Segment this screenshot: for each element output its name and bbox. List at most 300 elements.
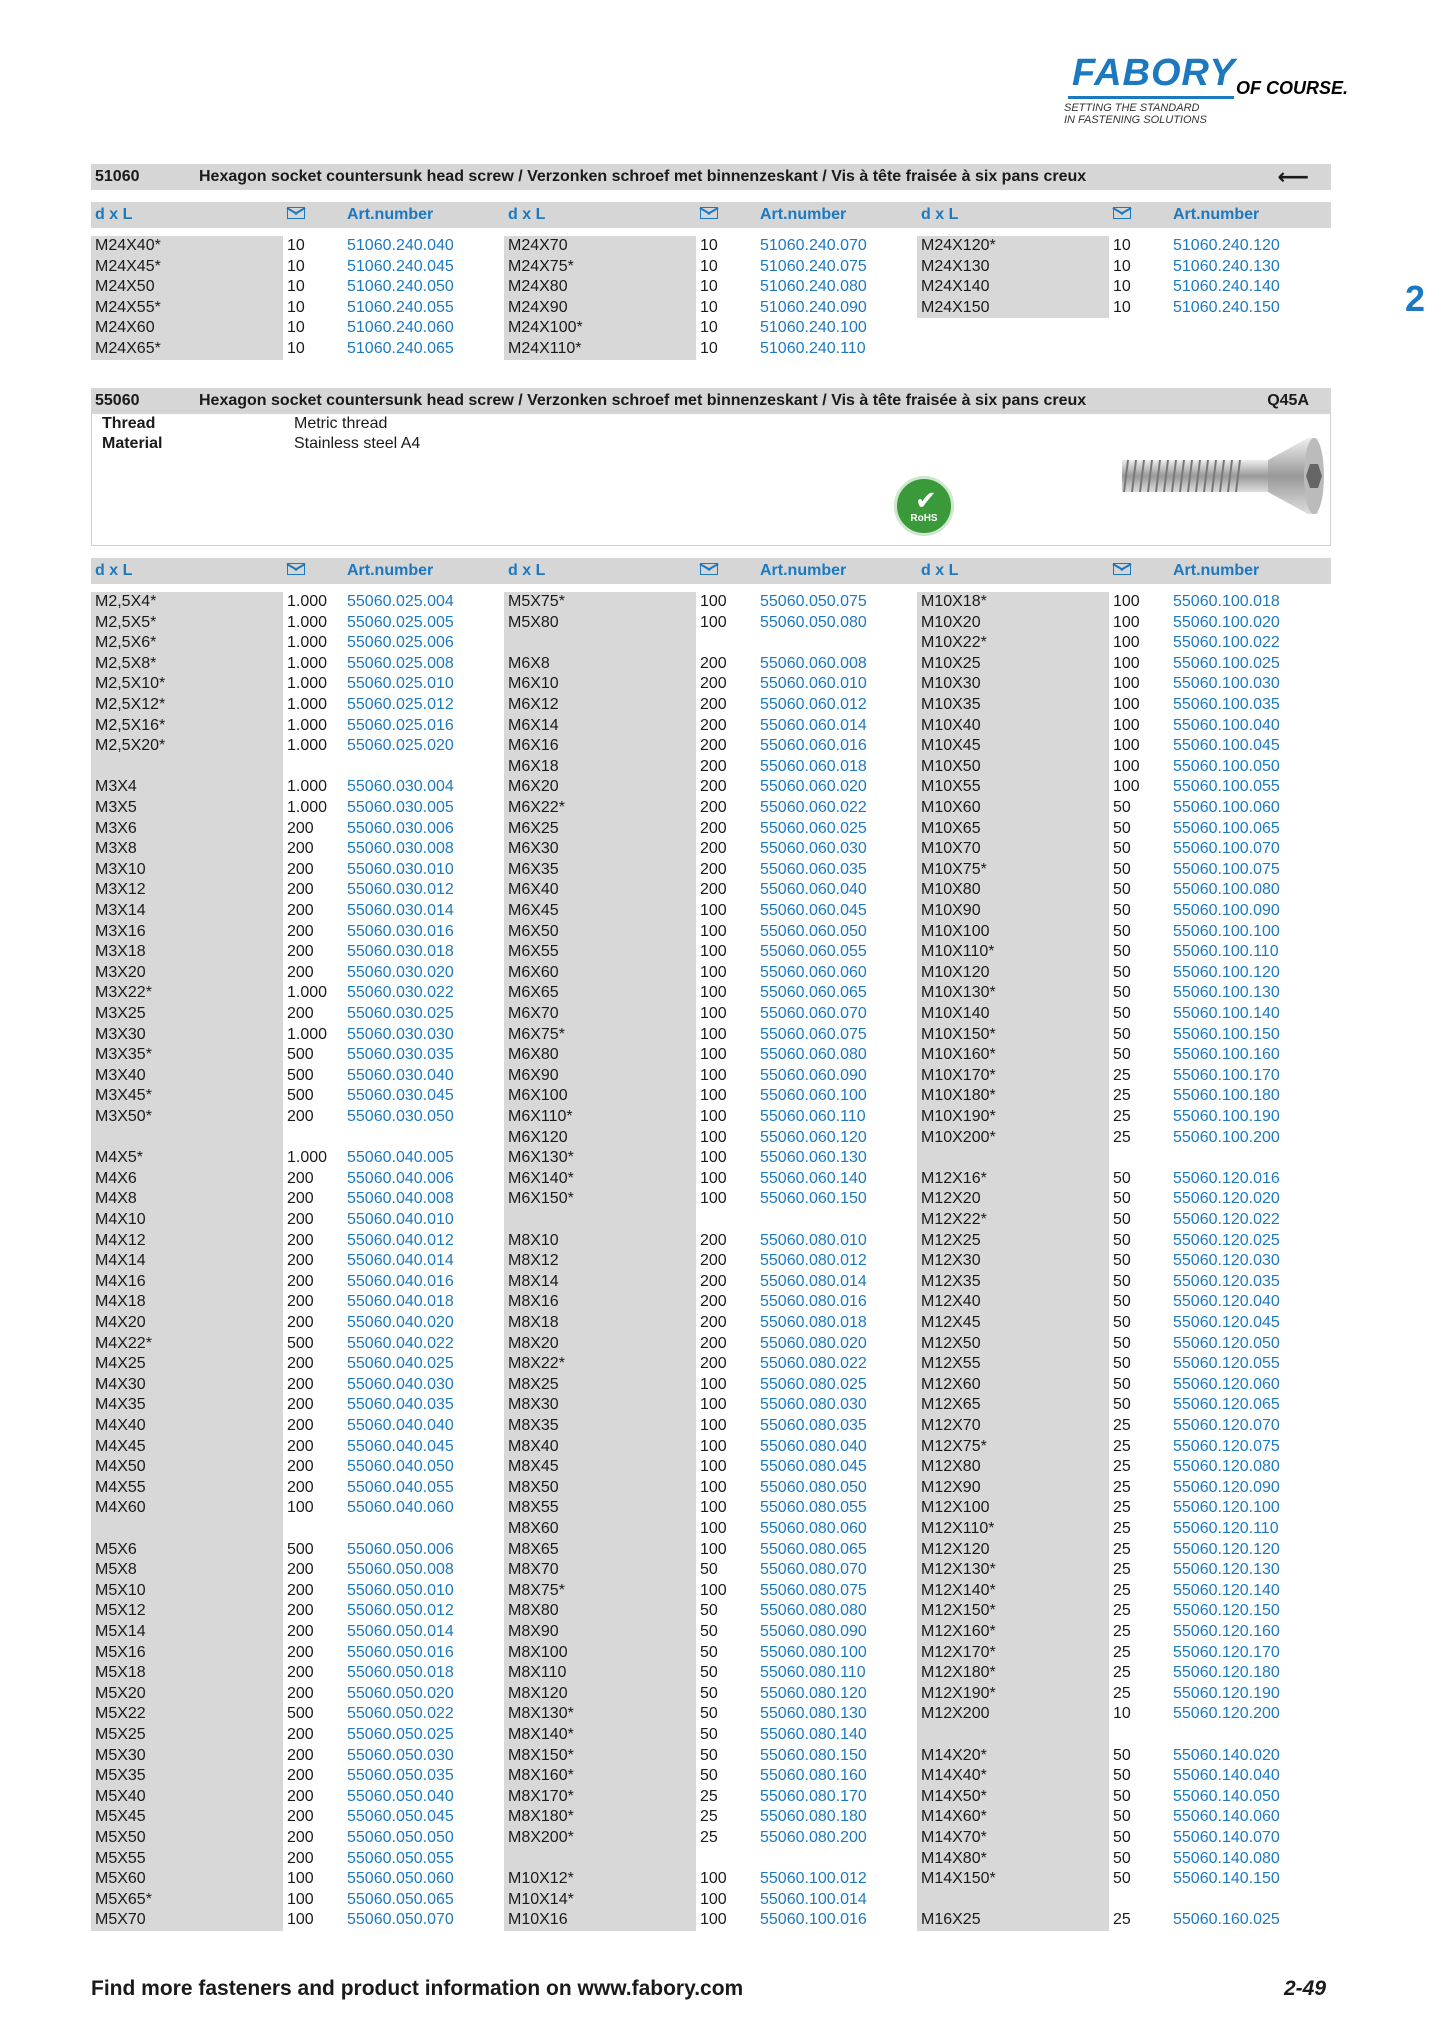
art-number-link[interactable]: 55060.100.130 xyxy=(1173,984,1280,1002)
art-number-link[interactable]: 55060.080.012 xyxy=(760,1252,867,1270)
size-cell: M5X60 xyxy=(95,1870,146,1888)
size-cell: M6X20 xyxy=(508,778,559,796)
art-number-link[interactable]: 55060.060.140 xyxy=(760,1169,867,1187)
art-number-link[interactable]: 55060.050.006 xyxy=(347,1540,454,1558)
art-number-link[interactable]: 55060.100.030 xyxy=(1173,675,1280,693)
art-number-link[interactable]: 55060.080.010 xyxy=(760,1231,867,1249)
art-number-link[interactable]: 55060.120.065 xyxy=(1173,1396,1280,1414)
quantity-cell: 200 xyxy=(700,881,727,899)
size-cell: M6X90 xyxy=(508,1066,559,1084)
size-cell: M24X130 xyxy=(921,257,990,275)
art-number-link[interactable]: 51060.240.130 xyxy=(1173,257,1280,275)
art-number-link[interactable]: 55060.060.022 xyxy=(760,799,867,816)
art-number-link[interactable]: 55060.040.012 xyxy=(347,1231,454,1249)
art-number-link[interactable]: 55060.030.014 xyxy=(347,902,454,919)
art-number-link[interactable]: 55060.060.014 xyxy=(760,716,867,734)
art-number-link[interactable]: 51060.240.070 xyxy=(760,237,867,254)
art-number-link[interactable]: 55060.030.020 xyxy=(347,963,454,981)
size-cell: M10X60 xyxy=(921,799,981,816)
art-number-link[interactable]: 55060.100.040 xyxy=(1173,716,1280,734)
art-number-link[interactable]: 55060.100.100 xyxy=(1173,922,1280,940)
art-number-link[interactable]: 55060.100.090 xyxy=(1173,902,1280,919)
art-number-link[interactable]: 55060.100.180 xyxy=(1173,1087,1280,1105)
size-cell: M10X75* xyxy=(921,860,987,878)
art-number-link[interactable]: 55060.060.090 xyxy=(760,1066,867,1084)
art-number-link[interactable]: 55060.120.070 xyxy=(1173,1417,1280,1434)
art-number-link[interactable]: 55060.050.060 xyxy=(347,1870,454,1888)
art-number-link[interactable]: 55060.120.016 xyxy=(1173,1169,1280,1187)
art-number-link[interactable]: 55060.100.045 xyxy=(1173,737,1280,755)
art-number-link[interactable]: 55060.060.045 xyxy=(760,902,867,919)
art-number-link[interactable]: 55060.120.020 xyxy=(1173,1190,1280,1208)
art-number-link[interactable]: 55060.040.040 xyxy=(347,1417,454,1434)
art-number-link[interactable]: 55060.040.045 xyxy=(347,1437,454,1455)
art-number-link[interactable]: 55060.030.045 xyxy=(347,1087,454,1105)
art-number-link[interactable]: 55060.030.012 xyxy=(347,881,454,899)
art-number-link[interactable]: 55060.060.060 xyxy=(760,963,867,981)
art-number-link[interactable]: 55060.140.070 xyxy=(1173,1829,1280,1846)
art-number-link[interactable]: 55060.050.025 xyxy=(347,1726,454,1743)
art-number-link[interactable]: 55060.030.040 xyxy=(347,1066,454,1084)
art-number-link[interactable]: 55060.100.022 xyxy=(1173,634,1280,652)
art-number-link[interactable]: 55060.100.170 xyxy=(1173,1066,1280,1084)
art-number-link[interactable]: 55060.080.060 xyxy=(760,1520,867,1537)
art-number-link[interactable]: 55060.060.008 xyxy=(760,654,867,672)
quantity-cell: 10 xyxy=(1113,257,1131,275)
size-cell: M3X4 xyxy=(95,778,137,796)
art-number-link[interactable]: 55060.100.140 xyxy=(1173,1005,1280,1022)
art-number-link[interactable]: 55060.040.016 xyxy=(347,1272,454,1290)
art-number-link[interactable]: 55060.025.012 xyxy=(347,696,454,713)
quantity-cell: 200 xyxy=(287,860,314,878)
quantity-cell: 100 xyxy=(700,1581,727,1599)
quantity-cell: 100 xyxy=(700,613,727,631)
size-cell: M10X130* xyxy=(921,984,996,1002)
quantity-cell: 50 xyxy=(1113,1355,1131,1373)
size-cell: M12X40 xyxy=(921,1293,981,1311)
size-cell: M6X22* xyxy=(508,799,565,816)
size-cell: M6X10 xyxy=(508,675,559,693)
quantity-cell: 10 xyxy=(700,298,718,316)
art-number-link[interactable]: 55060.050.020 xyxy=(347,1684,454,1702)
art-number-link[interactable]: 55060.080.070 xyxy=(760,1561,867,1579)
art-number-link[interactable]: 55060.040.035 xyxy=(347,1396,454,1414)
art-number-link[interactable]: 55060.080.170 xyxy=(760,1787,867,1805)
art-number-link[interactable]: 55060.080.090 xyxy=(760,1623,867,1640)
quantity-cell: 10 xyxy=(287,319,305,337)
art-number-link[interactable]: 55060.040.060 xyxy=(347,1499,454,1517)
art-number-link[interactable]: 55060.060.055 xyxy=(760,943,867,961)
art-number-link[interactable]: 55060.080.180 xyxy=(760,1808,867,1826)
size-cell: M3X22* xyxy=(95,984,152,1002)
size-cell: M12X16* xyxy=(921,1169,987,1187)
art-number-link[interactable]: 55060.100.025 xyxy=(1173,654,1280,672)
art-number-link[interactable]: 55060.100.190 xyxy=(1173,1108,1280,1125)
art-number-link[interactable]: 55060.120.080 xyxy=(1173,1458,1280,1476)
art-number-link[interactable]: 55060.100.070 xyxy=(1173,840,1280,858)
art-number-link[interactable]: 55060.080.110 xyxy=(760,1664,866,1682)
art-number-link[interactable]: 55060.140.020 xyxy=(1173,1746,1280,1764)
art-number-link[interactable]: 55060.080.100 xyxy=(760,1643,867,1661)
art-number-link[interactable]: 55060.060.016 xyxy=(760,737,867,755)
art-number-link[interactable]: 55060.140.150 xyxy=(1173,1870,1280,1888)
art-number-link[interactable]: 55060.100.080 xyxy=(1173,881,1280,899)
art-number-link[interactable]: 55060.120.035 xyxy=(1173,1272,1280,1290)
art-number-link[interactable]: 55060.060.012 xyxy=(760,696,867,713)
art-number-link[interactable]: 55060.120.050 xyxy=(1173,1334,1280,1352)
art-number-link[interactable]: 55060.030.030 xyxy=(347,1025,454,1043)
art-number-link[interactable]: 55060.030.008 xyxy=(347,840,454,858)
art-number-link[interactable]: 55060.120.140 xyxy=(1173,1581,1280,1599)
art-number-link[interactable]: 55060.050.016 xyxy=(347,1643,454,1661)
art-number-link[interactable]: 55060.140.050 xyxy=(1173,1787,1280,1805)
art-number-link[interactable]: 55060.100.018 xyxy=(1173,593,1280,610)
art-number-link[interactable]: 55060.025.005 xyxy=(347,613,454,631)
size-cell: M24X55* xyxy=(95,298,161,316)
art-number-link[interactable]: 55060.060.018 xyxy=(760,757,867,775)
art-number-link[interactable]: 55060.120.200 xyxy=(1173,1705,1280,1723)
art-number-link[interactable]: 51060.240.075 xyxy=(760,257,867,275)
art-number-link[interactable]: 55060.025.020 xyxy=(347,737,454,755)
size-cell: M4X10 xyxy=(95,1211,146,1228)
quantity-cell: 200 xyxy=(287,1458,314,1476)
art-number-link[interactable]: 55060.060.025 xyxy=(760,819,867,837)
art-number-link[interactable]: 55060.050.018 xyxy=(347,1664,454,1682)
size-cell: M10X40 xyxy=(921,716,981,734)
art-number-link[interactable]: 51060.240.055 xyxy=(347,298,454,316)
section-code: 55060 xyxy=(95,392,140,409)
size-cell: M12X45 xyxy=(921,1314,981,1331)
art-number-link[interactable]: 55060.030.016 xyxy=(347,922,454,940)
size-cell: M10X110* xyxy=(921,943,995,961)
size-cell: M5X40 xyxy=(95,1787,146,1805)
art-number-link[interactable]: 55060.050.050 xyxy=(347,1829,454,1846)
size-cell: M3X6 xyxy=(95,819,137,837)
quantity-cell: 50 xyxy=(1113,902,1131,919)
art-number-link[interactable]: 55060.080.025 xyxy=(760,1375,867,1393)
art-number-link[interactable]: 55060.100.050 xyxy=(1173,757,1280,775)
size-cell: M10X190* xyxy=(921,1108,996,1125)
quantity-cell: 200 xyxy=(287,1581,314,1599)
art-number-link[interactable]: 55060.050.035 xyxy=(347,1767,454,1785)
art-number-link[interactable]: 55060.030.006 xyxy=(347,819,454,837)
art-number-link[interactable]: 55060.080.016 xyxy=(760,1293,867,1311)
art-number-link[interactable]: 55060.040.018 xyxy=(347,1293,454,1311)
art-number-link[interactable]: 55060.080.055 xyxy=(760,1499,867,1517)
art-number-link[interactable]: 55060.080.140 xyxy=(760,1726,867,1743)
size-cell: M5X16 xyxy=(95,1643,146,1661)
art-number-link[interactable]: 51060.240.040 xyxy=(347,237,454,254)
art-number-link[interactable]: 55060.050.070 xyxy=(347,1911,454,1929)
size-cell: M10X65 xyxy=(921,819,981,837)
art-number-link[interactable]: 55060.120.110 xyxy=(1173,1520,1279,1537)
art-number-link[interactable]: 55060.100.200 xyxy=(1173,1128,1280,1146)
art-number-link[interactable]: 55060.050.030 xyxy=(347,1746,454,1764)
art-number-link[interactable]: 55060.060.130 xyxy=(760,1149,867,1167)
size-cell: M10X20 xyxy=(921,613,981,631)
art-number-link[interactable]: 55060.060.010 xyxy=(760,675,867,693)
size-cell: M8X40 xyxy=(508,1437,559,1455)
quantity-cell: 25 xyxy=(1113,1087,1131,1105)
size-cell: M6X30 xyxy=(508,840,559,858)
art-number-link[interactable]: 55060.120.022 xyxy=(1173,1211,1280,1228)
size-cell: M5X80 xyxy=(508,613,559,631)
art-number-link[interactable]: 55060.040.030 xyxy=(347,1375,454,1393)
size-cell: M10X14* xyxy=(508,1890,574,1908)
art-number-link[interactable]: 51060.240.045 xyxy=(347,257,454,275)
art-number-link[interactable]: 55060.080.035 xyxy=(760,1417,867,1434)
art-number-link[interactable]: 55060.025.010 xyxy=(347,675,454,693)
packaging-quantity-icon xyxy=(287,207,305,219)
quantity-cell: 200 xyxy=(287,1272,314,1290)
logo-of-course: OF COURSE. xyxy=(1236,78,1349,98)
art-number-link[interactable]: 55060.100.160 xyxy=(1173,1046,1280,1064)
art-number-link[interactable]: 55060.100.020 xyxy=(1173,613,1280,631)
art-number-link[interactable]: 55060.060.075 xyxy=(760,1025,867,1043)
art-number-link[interactable]: 51060.240.065 xyxy=(347,340,454,357)
art-number-link[interactable]: 55060.120.180 xyxy=(1173,1664,1280,1682)
size-cell: M12X100 xyxy=(921,1499,990,1517)
art-number-link[interactable]: 51060.240.110 xyxy=(760,340,866,357)
art-number-link[interactable]: 55060.030.050 xyxy=(347,1108,454,1125)
art-number-link[interactable]: 55060.050.045 xyxy=(347,1808,454,1826)
quantity-cell: 25 xyxy=(1113,1066,1131,1084)
quantity-cell: 200 xyxy=(287,1478,314,1496)
quantity-cell: 200 xyxy=(700,675,727,693)
art-number-link[interactable]: 55060.120.190 xyxy=(1173,1684,1280,1702)
art-number-link[interactable]: 51060.240.060 xyxy=(347,319,454,337)
size-cell: M2,5X6* xyxy=(95,634,157,652)
art-number-link[interactable]: 55060.060.150 xyxy=(760,1190,867,1208)
quantity-cell: 1.000 xyxy=(287,799,328,816)
size-cell: M10X30 xyxy=(921,675,981,693)
art-number-link[interactable]: 55060.100.065 xyxy=(1173,819,1280,837)
art-number-link[interactable]: 55060.060.065 xyxy=(760,984,867,1002)
art-number-link[interactable]: 55060.140.060 xyxy=(1173,1808,1280,1826)
art-number-link[interactable]: 55060.060.080 xyxy=(760,1046,867,1064)
art-number-link[interactable]: 55060.100.012 xyxy=(760,1870,867,1888)
quantity-cell: 50 xyxy=(1113,1314,1131,1331)
quantity-cell: 200 xyxy=(287,1252,314,1270)
art-number-link[interactable]: 55060.140.040 xyxy=(1173,1767,1280,1785)
art-number-link[interactable]: 55060.100.150 xyxy=(1173,1025,1280,1043)
art-number-link[interactable]: 55060.025.006 xyxy=(347,634,454,652)
quantity-cell: 50 xyxy=(700,1664,718,1682)
art-number-link[interactable]: 55060.060.040 xyxy=(760,881,867,899)
art-number-link[interactable]: 55060.080.030 xyxy=(760,1396,867,1414)
art-number-link[interactable]: 55060.040.055 xyxy=(347,1478,454,1496)
art-number-link[interactable]: 55060.080.018 xyxy=(760,1314,867,1331)
art-number-link[interactable]: 55060.100.055 xyxy=(1173,778,1280,796)
art-number-link[interactable]: 55060.140.080 xyxy=(1173,1849,1280,1867)
art-number-link[interactable]: 55060.080.200 xyxy=(760,1829,867,1846)
art-number-link[interactable]: 55060.080.065 xyxy=(760,1540,867,1558)
size-cell: M8X140* xyxy=(508,1726,574,1743)
art-number-link[interactable]: 55060.120.130 xyxy=(1173,1561,1280,1579)
size-cell: M24X50 xyxy=(95,278,155,296)
size-cell: M3X25 xyxy=(95,1005,146,1022)
art-number-link[interactable]: 55060.120.030 xyxy=(1173,1252,1280,1270)
art-number-link[interactable]: 55060.100.016 xyxy=(760,1911,867,1929)
art-number-link[interactable]: 51060.240.150 xyxy=(1173,298,1280,316)
art-number-link[interactable]: 51060.240.090 xyxy=(760,298,867,316)
size-cell: M5X55 xyxy=(95,1849,146,1867)
art-number-link[interactable]: 55060.050.022 xyxy=(347,1705,454,1723)
size-cell: M24X150 xyxy=(921,298,990,316)
header-art-number: Art.number xyxy=(1173,562,1260,579)
quantity-cell: 50 xyxy=(1113,1231,1131,1249)
art-number-link[interactable]: 55060.100.060 xyxy=(1173,799,1280,816)
section-title: Hexagon socket countersunk head screw / Verzonken schroef met binnenzeskant / Vis à tête fraisée à six pans creux xyxy=(199,392,1087,409)
quantity-cell: 100 xyxy=(1113,737,1140,755)
size-cell: M24X65* xyxy=(95,340,161,357)
art-number-link[interactable]: 55060.080.040 xyxy=(760,1437,867,1455)
art-number-link[interactable]: 55060.120.150 xyxy=(1173,1602,1280,1620)
art-number-link[interactable]: 51060.240.100 xyxy=(760,319,867,337)
size-cell: M6X130* xyxy=(508,1149,574,1167)
art-number-link[interactable]: 55060.100.014 xyxy=(760,1890,867,1908)
art-number-link[interactable]: 55060.060.050 xyxy=(760,922,867,940)
quantity-cell: 50 xyxy=(1113,1252,1131,1270)
art-number-link[interactable]: 55060.040.020 xyxy=(347,1314,454,1331)
quantity-cell: 50 xyxy=(1113,840,1131,858)
art-number-link[interactable]: 55060.025.016 xyxy=(347,716,454,734)
art-number-link[interactable]: 55060.120.120 xyxy=(1173,1540,1280,1558)
art-number-link[interactable]: 55060.040.008 xyxy=(347,1190,454,1208)
art-number-link[interactable]: 55060.080.130 xyxy=(760,1705,867,1723)
art-number-link[interactable]: 55060.060.030 xyxy=(760,840,867,858)
art-number-link[interactable]: 55060.120.055 xyxy=(1173,1355,1280,1373)
quantity-cell: 200 xyxy=(700,840,727,858)
art-number-link[interactable]: 51060.240.080 xyxy=(760,278,867,296)
size-cell: M8X55 xyxy=(508,1499,559,1517)
art-number-link[interactable]: 55060.050.055 xyxy=(347,1849,454,1867)
art-number-link[interactable]: 55060.030.035 xyxy=(347,1046,454,1064)
art-number-link[interactable]: 55060.120.170 xyxy=(1173,1643,1280,1661)
art-number-link[interactable]: 55060.060.100 xyxy=(760,1087,867,1105)
art-number-link[interactable]: 55060.025.008 xyxy=(347,654,454,672)
size-cell: M10X50 xyxy=(921,757,981,775)
size-cell: M10X12* xyxy=(508,1870,574,1888)
quantity-cell: 100 xyxy=(1113,593,1140,610)
art-number-link[interactable]: 51060.240.120 xyxy=(1173,237,1280,254)
quantity-cell: 500 xyxy=(287,1540,314,1558)
art-number-link[interactable]: 55060.030.005 xyxy=(347,799,454,816)
art-number-link[interactable]: 55060.080.050 xyxy=(760,1478,867,1496)
art-number-link[interactable]: 55060.080.160 xyxy=(760,1767,867,1785)
art-number-link[interactable]: 55060.050.040 xyxy=(347,1787,454,1805)
art-number-link[interactable]: 55060.120.045 xyxy=(1173,1314,1280,1331)
art-number-link[interactable]: 55060.080.014 xyxy=(760,1272,867,1290)
quantity-cell: 100 xyxy=(287,1499,314,1517)
art-number-link[interactable]: 55060.060.110 xyxy=(760,1108,866,1125)
quantity-cell: 50 xyxy=(1113,1396,1131,1414)
art-number-link[interactable]: 55060.120.100 xyxy=(1173,1499,1280,1517)
size-cell: M6X55 xyxy=(508,943,559,961)
art-number-link[interactable]: 55060.100.110 xyxy=(1173,943,1279,961)
quantity-cell: 100 xyxy=(700,1025,727,1043)
size-cell: M8X22* xyxy=(508,1355,565,1373)
art-number-link[interactable]: 51060.240.140 xyxy=(1173,278,1280,296)
art-number-link[interactable]: 55060.160.025 xyxy=(1173,1911,1280,1929)
quantity-cell: 500 xyxy=(287,1046,314,1064)
art-number-link[interactable]: 55060.080.045 xyxy=(760,1458,867,1476)
art-number-link[interactable]: 55060.060.120 xyxy=(760,1128,867,1146)
art-number-link[interactable]: 55060.100.035 xyxy=(1173,696,1280,713)
art-number-link[interactable]: 55060.120.025 xyxy=(1173,1231,1280,1249)
size-cell: M14X20* xyxy=(921,1746,987,1764)
art-number-link[interactable]: 55060.030.004 xyxy=(347,778,454,796)
size-cell: M12X70 xyxy=(921,1417,981,1434)
size-cell: M6X40 xyxy=(508,881,559,899)
art-number-link[interactable]: 55060.050.012 xyxy=(347,1602,454,1620)
art-number-link[interactable]: 55060.060.035 xyxy=(760,860,867,878)
art-number-link[interactable]: 55060.030.018 xyxy=(347,943,454,961)
material-code: Q45A xyxy=(1267,392,1309,409)
art-number-link[interactable]: 55060.080.120 xyxy=(760,1684,867,1702)
art-number-link[interactable]: 55060.080.022 xyxy=(760,1355,867,1373)
art-number-link[interactable]: 55060.080.080 xyxy=(760,1602,867,1620)
art-number-link[interactable]: 55060.050.080 xyxy=(760,613,867,631)
art-number-link[interactable]: 55060.040.050 xyxy=(347,1458,454,1476)
art-number-link[interactable]: 55060.080.150 xyxy=(760,1746,867,1764)
art-number-link[interactable]: 55060.030.022 xyxy=(347,984,454,1002)
quantity-cell: 200 xyxy=(287,1231,314,1249)
art-number-link[interactable]: 55060.040.014 xyxy=(347,1252,454,1270)
art-number-link[interactable]: 55060.080.020 xyxy=(760,1334,867,1352)
art-number-link[interactable]: 55060.060.020 xyxy=(760,778,867,796)
art-number-link[interactable]: 55060.040.025 xyxy=(347,1355,454,1373)
art-number-link[interactable]: 55060.025.004 xyxy=(347,593,454,610)
size-cell: M4X14 xyxy=(95,1252,146,1270)
quantity-cell: 200 xyxy=(700,1252,727,1270)
art-number-link[interactable]: 55060.120.040 xyxy=(1173,1293,1280,1311)
art-number-link[interactable]: 55060.050.010 xyxy=(347,1581,454,1599)
quantity-cell: 10 xyxy=(1113,237,1131,254)
size-cell: M5X50 xyxy=(95,1829,146,1846)
quantity-cell: 100 xyxy=(700,1458,727,1476)
quantity-cell: 25 xyxy=(1113,1561,1131,1579)
material-value: Stainless steel A4 xyxy=(294,435,421,452)
art-number-link[interactable]: 55060.120.090 xyxy=(1173,1478,1280,1496)
size-cell: M12X20 xyxy=(921,1190,981,1208)
art-number-link[interactable]: 55060.080.075 xyxy=(760,1581,867,1599)
size-cell: M6X60 xyxy=(508,963,559,981)
art-number-link[interactable]: 55060.100.075 xyxy=(1173,860,1280,878)
art-number-link[interactable]: 55060.050.065 xyxy=(347,1890,454,1908)
quantity-cell: 1.000 xyxy=(287,613,328,631)
back-arrow-icon[interactable]: ⟵ xyxy=(1277,164,1309,189)
art-number-link[interactable]: 55060.040.006 xyxy=(347,1169,454,1187)
art-number-link[interactable]: 55060.120.160 xyxy=(1173,1623,1280,1640)
art-number-link[interactable]: 55060.050.014 xyxy=(347,1623,454,1640)
art-number-link[interactable]: 55060.040.010 xyxy=(347,1211,454,1228)
art-number-link[interactable]: 55060.050.075 xyxy=(760,593,867,610)
art-number-link[interactable]: 55060.040.022 xyxy=(347,1334,454,1352)
art-number-link[interactable]: 55060.060.070 xyxy=(760,1005,867,1022)
size-cell: M5X8 xyxy=(95,1561,137,1579)
quantity-cell: 25 xyxy=(1113,1623,1131,1640)
art-number-link[interactable]: 55060.120.075 xyxy=(1173,1437,1280,1455)
art-number-link[interactable]: 55060.030.010 xyxy=(347,860,454,878)
art-number-link[interactable]: 55060.100.120 xyxy=(1173,963,1280,981)
art-number-link[interactable]: 55060.050.008 xyxy=(347,1561,454,1579)
art-number-link[interactable]: 55060.040.005 xyxy=(347,1149,454,1167)
art-number-link[interactable]: 55060.030.025 xyxy=(347,1005,454,1022)
art-number-link[interactable]: 55060.120.060 xyxy=(1173,1375,1280,1393)
quantity-cell: 50 xyxy=(700,1561,718,1579)
art-number-link[interactable]: 51060.240.050 xyxy=(347,278,454,296)
